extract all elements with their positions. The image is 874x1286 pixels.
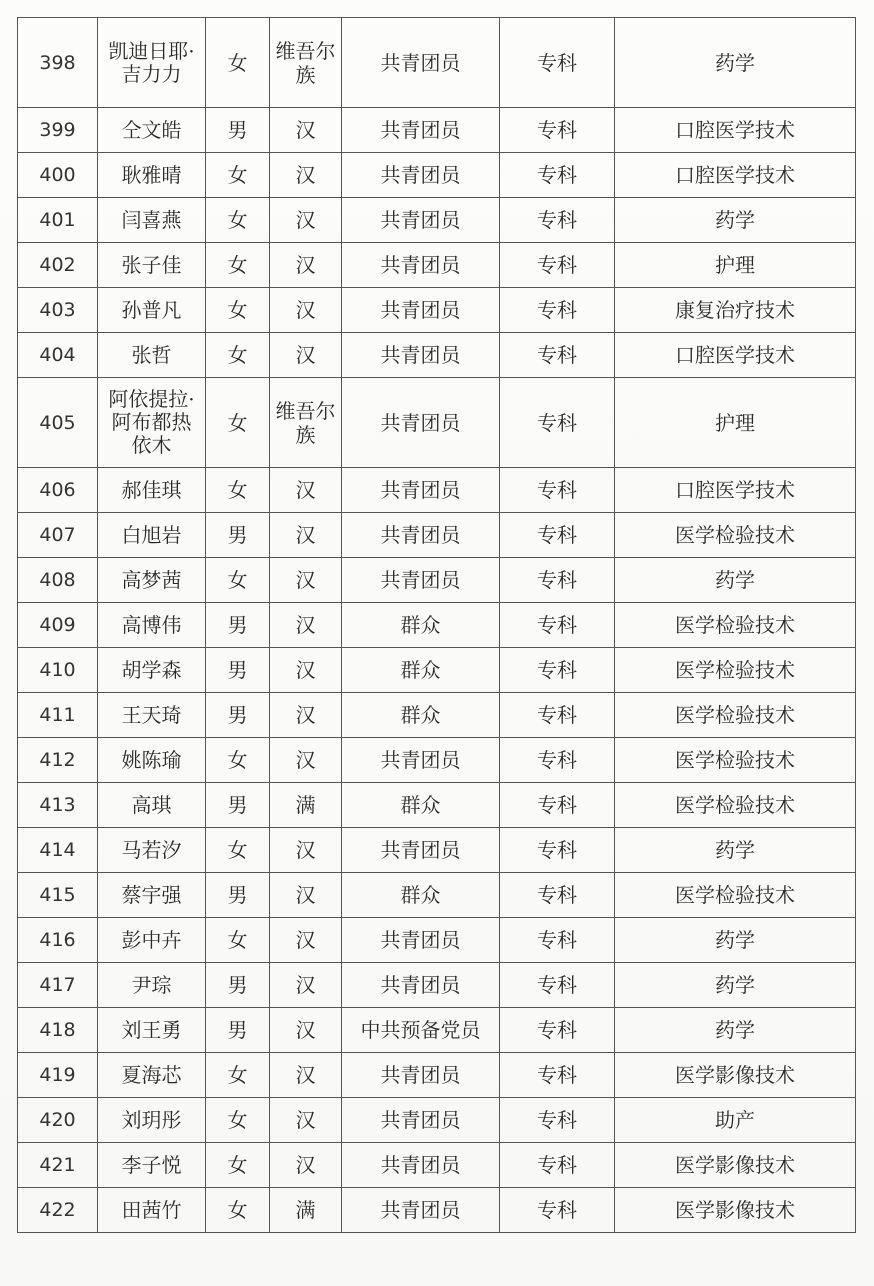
cell-number: 409 bbox=[18, 603, 98, 648]
cell-major: 口腔医学技术 bbox=[615, 468, 856, 513]
cell-political-status: 共青团员 bbox=[342, 738, 500, 783]
cell-ethnicity: 满 bbox=[270, 1188, 342, 1233]
cell-major: 医学影像技术 bbox=[615, 1053, 856, 1098]
table-row bbox=[18, 153, 856, 198]
cell-major: 药学 bbox=[615, 18, 856, 108]
cell-education-level: 专科 bbox=[500, 558, 615, 603]
cell-major: 医学检验技术 bbox=[615, 513, 856, 558]
cell-name: 闫喜燕 bbox=[98, 198, 206, 243]
cell-ethnicity: 满 bbox=[270, 783, 342, 828]
table-row bbox=[18, 738, 856, 783]
cell-major: 药学 bbox=[615, 828, 856, 873]
cell-political-status: 共青团员 bbox=[342, 108, 500, 153]
cell-major: 医学检验技术 bbox=[615, 693, 856, 738]
cell-education-level: 专科 bbox=[500, 243, 615, 288]
cell-gender: 女 bbox=[206, 288, 270, 333]
cell-number: 404 bbox=[18, 333, 98, 378]
cell-number: 399 bbox=[18, 108, 98, 153]
cell-political-status: 共青团员 bbox=[342, 558, 500, 603]
cell-name: 夏海芯 bbox=[98, 1053, 206, 1098]
table-row bbox=[18, 1053, 856, 1098]
table-row bbox=[18, 243, 856, 288]
table-row bbox=[18, 198, 856, 243]
cell-gender: 女 bbox=[206, 153, 270, 198]
cell-ethnicity: 汉 bbox=[270, 603, 342, 648]
table-row bbox=[18, 828, 856, 873]
cell-name: 姚陈瑜 bbox=[98, 738, 206, 783]
cell-gender: 女 bbox=[206, 1188, 270, 1233]
cell-major: 医学影像技术 bbox=[615, 1143, 856, 1188]
student-roster-table bbox=[17, 17, 856, 1233]
cell-ethnicity: 汉 bbox=[270, 918, 342, 963]
cell-number: 417 bbox=[18, 963, 98, 1008]
cell-number: 402 bbox=[18, 243, 98, 288]
cell-major: 药学 bbox=[615, 558, 856, 603]
cell-ethnicity: 汉 bbox=[270, 243, 342, 288]
cell-number: 411 bbox=[18, 693, 98, 738]
cell-political-status: 共青团员 bbox=[342, 198, 500, 243]
cell-name: 尹琮 bbox=[98, 963, 206, 1008]
cell-gender: 女 bbox=[206, 378, 270, 468]
cell-political-status: 中共预备党员 bbox=[342, 1008, 500, 1053]
cell-name: 高博伟 bbox=[98, 603, 206, 648]
cell-gender: 男 bbox=[206, 1008, 270, 1053]
cell-name: 李子悦 bbox=[98, 1143, 206, 1188]
cell-gender: 男 bbox=[206, 873, 270, 918]
cell-major: 医学检验技术 bbox=[615, 648, 856, 693]
cell-name: 蔡宇强 bbox=[98, 873, 206, 918]
cell-gender: 男 bbox=[206, 108, 270, 153]
table-row bbox=[18, 873, 856, 918]
cell-name: 刘王勇 bbox=[98, 1008, 206, 1053]
cell-number: 401 bbox=[18, 198, 98, 243]
cell-political-status: 共青团员 bbox=[342, 288, 500, 333]
table-row bbox=[18, 1008, 856, 1053]
table-row bbox=[18, 648, 856, 693]
cell-ethnicity: 汉 bbox=[270, 1098, 342, 1143]
cell-ethnicity: 汉 bbox=[270, 288, 342, 333]
cell-number: 400 bbox=[18, 153, 98, 198]
cell-education-level: 专科 bbox=[500, 18, 615, 108]
table-row bbox=[18, 108, 856, 153]
cell-political-status: 共青团员 bbox=[342, 378, 500, 468]
cell-name: 田茜竹 bbox=[98, 1188, 206, 1233]
cell-ethnicity: 汉 bbox=[270, 333, 342, 378]
cell-number: 420 bbox=[18, 1098, 98, 1143]
cell-major: 康复治疗技术 bbox=[615, 288, 856, 333]
cell-number: 410 bbox=[18, 648, 98, 693]
cell-name: 张哲 bbox=[98, 333, 206, 378]
cell-education-level: 专科 bbox=[500, 198, 615, 243]
cell-number: 398 bbox=[18, 18, 98, 108]
cell-education-level: 专科 bbox=[500, 693, 615, 738]
cell-name: 郝佳琪 bbox=[98, 468, 206, 513]
cell-ethnicity: 汉 bbox=[270, 558, 342, 603]
cell-major: 医学检验技术 bbox=[615, 738, 856, 783]
cell-political-status: 共青团员 bbox=[342, 828, 500, 873]
cell-ethnicity: 汉 bbox=[270, 648, 342, 693]
cell-political-status: 共青团员 bbox=[342, 1143, 500, 1188]
cell-name: 刘玥彤 bbox=[98, 1098, 206, 1143]
cell-major: 口腔医学技术 bbox=[615, 153, 856, 198]
cell-gender: 男 bbox=[206, 648, 270, 693]
cell-political-status: 共青团员 bbox=[342, 963, 500, 1008]
cell-education-level: 专科 bbox=[500, 738, 615, 783]
cell-name: 彭中卉 bbox=[98, 918, 206, 963]
cell-gender: 男 bbox=[206, 783, 270, 828]
cell-major: 药学 bbox=[615, 918, 856, 963]
cell-number: 422 bbox=[18, 1188, 98, 1233]
cell-political-status: 共青团员 bbox=[342, 1053, 500, 1098]
cell-ethnicity: 汉 bbox=[270, 108, 342, 153]
cell-gender: 女 bbox=[206, 1098, 270, 1143]
cell-name: 张子佳 bbox=[98, 243, 206, 288]
cell-political-status: 共青团员 bbox=[342, 513, 500, 558]
table-row bbox=[18, 333, 856, 378]
cell-name: 阿依提拉·阿布都热依木 bbox=[98, 378, 206, 468]
cell-number: 419 bbox=[18, 1053, 98, 1098]
cell-ethnicity: 维吾尔族 bbox=[270, 378, 342, 468]
cell-gender: 女 bbox=[206, 918, 270, 963]
table-row bbox=[18, 468, 856, 513]
cell-name: 胡学森 bbox=[98, 648, 206, 693]
table-row bbox=[18, 783, 856, 828]
cell-gender: 女 bbox=[206, 18, 270, 108]
cell-political-status: 共青团员 bbox=[342, 153, 500, 198]
cell-education-level: 专科 bbox=[500, 108, 615, 153]
cell-name: 凯迪日耶·吉力力 bbox=[98, 18, 206, 108]
table-row bbox=[18, 693, 856, 738]
cell-education-level: 专科 bbox=[500, 648, 615, 693]
roster-body bbox=[18, 18, 856, 1233]
cell-ethnicity: 汉 bbox=[270, 1143, 342, 1188]
cell-ethnicity: 汉 bbox=[270, 738, 342, 783]
cell-education-level: 专科 bbox=[500, 288, 615, 333]
cell-gender: 男 bbox=[206, 693, 270, 738]
cell-major: 药学 bbox=[615, 198, 856, 243]
cell-education-level: 专科 bbox=[500, 603, 615, 648]
cell-education-level: 专科 bbox=[500, 333, 615, 378]
cell-name: 耿雅晴 bbox=[98, 153, 206, 198]
cell-political-status: 群众 bbox=[342, 648, 500, 693]
cell-education-level: 专科 bbox=[500, 1143, 615, 1188]
cell-number: 414 bbox=[18, 828, 98, 873]
cell-number: 408 bbox=[18, 558, 98, 603]
cell-political-status: 共青团员 bbox=[342, 333, 500, 378]
cell-major: 护理 bbox=[615, 378, 856, 468]
cell-political-status: 群众 bbox=[342, 873, 500, 918]
cell-political-status: 群众 bbox=[342, 693, 500, 738]
cell-political-status: 共青团员 bbox=[342, 918, 500, 963]
cell-name: 马若汐 bbox=[98, 828, 206, 873]
cell-political-status: 共青团员 bbox=[342, 1098, 500, 1143]
cell-gender: 女 bbox=[206, 333, 270, 378]
cell-major: 助产 bbox=[615, 1098, 856, 1143]
cell-gender: 女 bbox=[206, 828, 270, 873]
cell-ethnicity: 汉 bbox=[270, 828, 342, 873]
table-row bbox=[18, 288, 856, 333]
cell-ethnicity: 汉 bbox=[270, 198, 342, 243]
table-row bbox=[18, 558, 856, 603]
cell-number: 413 bbox=[18, 783, 98, 828]
cell-education-level: 专科 bbox=[500, 1008, 615, 1053]
cell-major: 药学 bbox=[615, 963, 856, 1008]
cell-number: 407 bbox=[18, 513, 98, 558]
cell-name: 高琪 bbox=[98, 783, 206, 828]
cell-gender: 女 bbox=[206, 1143, 270, 1188]
table-row bbox=[18, 963, 856, 1008]
cell-political-status: 共青团员 bbox=[342, 468, 500, 513]
cell-education-level: 专科 bbox=[500, 378, 615, 468]
cell-number: 416 bbox=[18, 918, 98, 963]
cell-gender: 女 bbox=[206, 738, 270, 783]
cell-political-status: 群众 bbox=[342, 783, 500, 828]
cell-name: 孙普凡 bbox=[98, 288, 206, 333]
cell-number: 403 bbox=[18, 288, 98, 333]
cell-name: 白旭岩 bbox=[98, 513, 206, 558]
cell-education-level: 专科 bbox=[500, 918, 615, 963]
table-row bbox=[18, 603, 856, 648]
table-row bbox=[18, 918, 856, 963]
table-row bbox=[18, 18, 856, 108]
cell-major: 口腔医学技术 bbox=[615, 108, 856, 153]
cell-gender: 女 bbox=[206, 198, 270, 243]
cell-gender: 女 bbox=[206, 243, 270, 288]
table-row bbox=[18, 378, 856, 468]
cell-education-level: 专科 bbox=[500, 963, 615, 1008]
cell-number: 405 bbox=[18, 378, 98, 468]
cell-ethnicity: 汉 bbox=[270, 468, 342, 513]
cell-ethnicity: 汉 bbox=[270, 153, 342, 198]
cell-number: 406 bbox=[18, 468, 98, 513]
cell-number: 421 bbox=[18, 1143, 98, 1188]
cell-political-status: 共青团员 bbox=[342, 243, 500, 288]
cell-name: 高梦茜 bbox=[98, 558, 206, 603]
cell-number: 418 bbox=[18, 1008, 98, 1053]
cell-major: 药学 bbox=[615, 1008, 856, 1053]
cell-gender: 女 bbox=[206, 468, 270, 513]
cell-ethnicity: 汉 bbox=[270, 693, 342, 738]
cell-education-level: 专科 bbox=[500, 873, 615, 918]
cell-ethnicity: 维吾尔族 bbox=[270, 18, 342, 108]
cell-major: 护理 bbox=[615, 243, 856, 288]
cell-ethnicity: 汉 bbox=[270, 513, 342, 558]
cell-ethnicity: 汉 bbox=[270, 1053, 342, 1098]
cell-education-level: 专科 bbox=[500, 828, 615, 873]
table-row bbox=[18, 1098, 856, 1143]
cell-gender: 女 bbox=[206, 558, 270, 603]
cell-name: 王天琦 bbox=[98, 693, 206, 738]
cell-political-status: 共青团员 bbox=[342, 18, 500, 108]
table-row bbox=[18, 1143, 856, 1188]
cell-major: 医学检验技术 bbox=[615, 873, 856, 918]
cell-gender: 男 bbox=[206, 513, 270, 558]
cell-political-status: 群众 bbox=[342, 603, 500, 648]
cell-education-level: 专科 bbox=[500, 1053, 615, 1098]
cell-gender: 男 bbox=[206, 603, 270, 648]
cell-education-level: 专科 bbox=[500, 153, 615, 198]
cell-gender: 男 bbox=[206, 963, 270, 1008]
cell-education-level: 专科 bbox=[500, 783, 615, 828]
cell-ethnicity: 汉 bbox=[270, 1008, 342, 1053]
cell-name: 仝文皓 bbox=[98, 108, 206, 153]
cell-education-level: 专科 bbox=[500, 468, 615, 513]
cell-major: 医学检验技术 bbox=[615, 783, 856, 828]
cell-education-level: 专科 bbox=[500, 1188, 615, 1233]
cell-major: 医学检验技术 bbox=[615, 603, 856, 648]
cell-ethnicity: 汉 bbox=[270, 873, 342, 918]
cell-ethnicity: 汉 bbox=[270, 963, 342, 1008]
cell-major: 医学影像技术 bbox=[615, 1188, 856, 1233]
cell-number: 415 bbox=[18, 873, 98, 918]
table-row bbox=[18, 513, 856, 558]
table-row bbox=[18, 1188, 856, 1233]
cell-political-status: 共青团员 bbox=[342, 1188, 500, 1233]
cell-major: 口腔医学技术 bbox=[615, 333, 856, 378]
cell-education-level: 专科 bbox=[500, 513, 615, 558]
cell-number: 412 bbox=[18, 738, 98, 783]
cell-gender: 女 bbox=[206, 1053, 270, 1098]
cell-education-level: 专科 bbox=[500, 1098, 615, 1143]
